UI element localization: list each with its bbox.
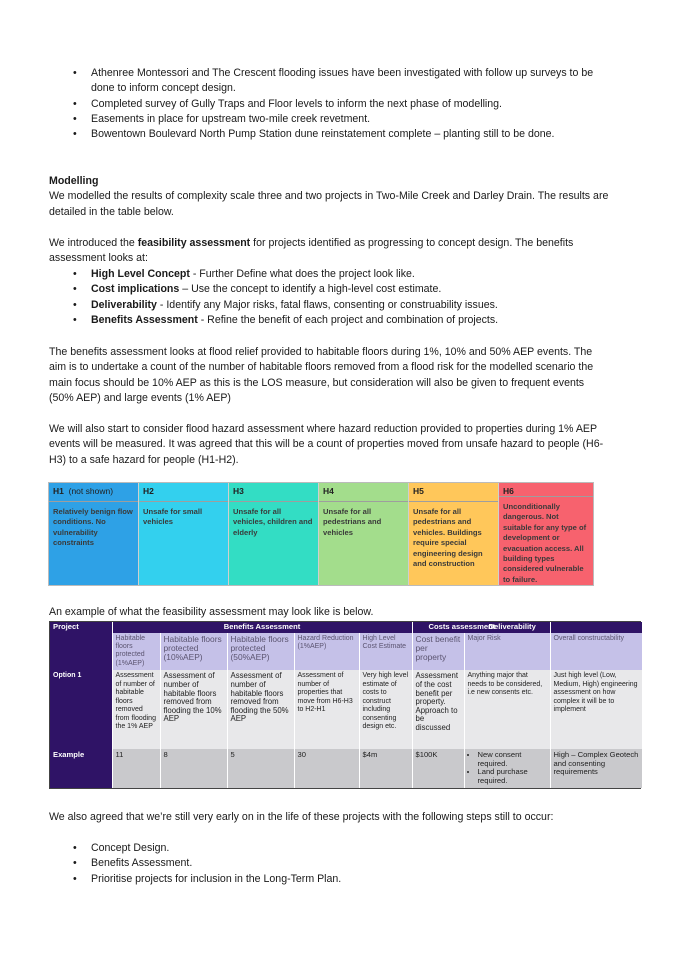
- list-item: • Cost implications – Use the concept to identify a high-level cost estimate.: [73, 283, 442, 296]
- list-item: • High Level Concept - Further Define what does the project look like.: [73, 268, 415, 280]
- list-item: • Athenree Montessori and The Crescent flooding issues have been investigated with follow up surveys to be done to inform concept design.: [73, 67, 594, 95]
- steps-paragraph: We also agreed that we’re still very early on in the life of these projects with the following steps still to occur:: [49, 811, 554, 823]
- feasibility-intro: We introduced the feasibility assessment for projects identified as progressing to concept design. The benefits assessment looks at:: [49, 237, 574, 265]
- hazard-table: [48, 482, 594, 586]
- list-item: • Easements in place for upstream two-mile creek revetment.: [73, 112, 371, 125]
- list-item: • Prioritise projects for inclusion in the Long-Term Plan.: [73, 872, 342, 885]
- list-item: • Benefits Assessment.: [73, 857, 193, 870]
- table-header-row: Habitable floors protected (1%AEP) Habitable floors protected (10%AEP) Habitable floors protected (50%AEP) Hazard Reduction (1%AEP) High Level Cost Estimate Cost benefit per property Major Risk Overall constructability: [50, 633, 642, 671]
- top-bullet-list: [49, 66, 609, 142]
- hazard-column-h6: H6 Unconditionally dangerous. Not suitable for any type of development or evacuation access. All building types considered vulnerable to failure.: [499, 483, 593, 585]
- list-item: • Bowentown Boulevard North Pump Station dune reinstatement complete – planting still to be done.: [73, 128, 555, 141]
- major-risk-list: • New consent required. • Land purchase required.: [468, 751, 547, 785]
- hazard-paragraph: We will also start to consider flood hazard assessment where hazard reduction provided to properties during 1% AEP events will be measured. It was agreed that this will be a count of properties moved from unsafe hazard to people (H6-H3) to a safe hazard for people (H1-H2).: [49, 423, 604, 466]
- table-group-header-row: Project Benefits Assessment Costs assessment Deliverability: [50, 622, 642, 633]
- hazard-column-h4: H4 Unsafe for all pedestrians and vehicles: [319, 483, 409, 585]
- feasibility-table: [49, 621, 641, 789]
- benefits-paragraph: The benefits assessment looks at flood relief provided to habitable floors during 1%, 10% and 50% AEP events. The aim is to undertake a count of the number of habitable floors removed from a flood risk for the modelled scenario the main focus should be 10% AEP as this is the LOS measure, but consideration will also be given to frequent events (50% AEP) and large events (1% AEP): [49, 346, 594, 404]
- list-item: • Deliverability - Identify any Major risks, fatal flaws, consenting or construability issues.: [73, 298, 498, 311]
- table-row: Example 11 8 5 30 $4m $100K • New consent required. • Land purchase required. High – Complex Geotech and consenting requirements: [50, 749, 642, 788]
- modelling-paragraph: We modelled the results of complexity scale three and two projects in Two-Mile Creek and Darley Drain. The results are detailed in the table below.: [49, 190, 609, 218]
- feasibility-bullet-list: [49, 267, 609, 328]
- list-item: • Completed survey of Gully Traps and Floor levels to inform the next phase of modelling.: [73, 97, 503, 110]
- hazard-column-h3: H3 Unsafe for all vehicles, children and elderly: [229, 483, 319, 585]
- steps-bullet-list: [49, 841, 609, 887]
- example-caption: An example of what the feasibility assessment may look like is below.: [49, 606, 374, 618]
- modelling-section: [49, 174, 609, 220]
- table-row: Option 1 Assessment of number of habitable floors removed from flooding the 1% AEP Assessment of number of habitable floors removed from flooding the 10% AEP Assessment of number of habitable floors removed from flooding the 50% AEP Assessment of number of properties that move from H6-H3 to H2-H1 Very high level estimate of costs to construct including consenting design etc. Assessment of the cost benefit per property. Approach to be discussed Anything major that needs to be considered, i.e new consents etc. Just high level (Low, Medium, High) engineering assessment on how complex it will be to implement: [50, 670, 642, 749]
- hazard-column-h5: H5 Unsafe for all pedestrians and vehicles. Buildings require special engineering design and construction: [409, 483, 499, 585]
- list-item: • Concept Design.: [73, 842, 170, 854]
- hazard-column-h1: H1 (not shown) Relatively benign flow conditions. No vulnerability constraints: [49, 483, 139, 585]
- hazard-column-h2: H2 Unsafe for small vehicles: [139, 483, 229, 585]
- modelling-heading: Modelling: [49, 175, 99, 187]
- list-item: • Benefits Assessment - Refine the benefit of each project and combination of projects.: [73, 313, 499, 326]
